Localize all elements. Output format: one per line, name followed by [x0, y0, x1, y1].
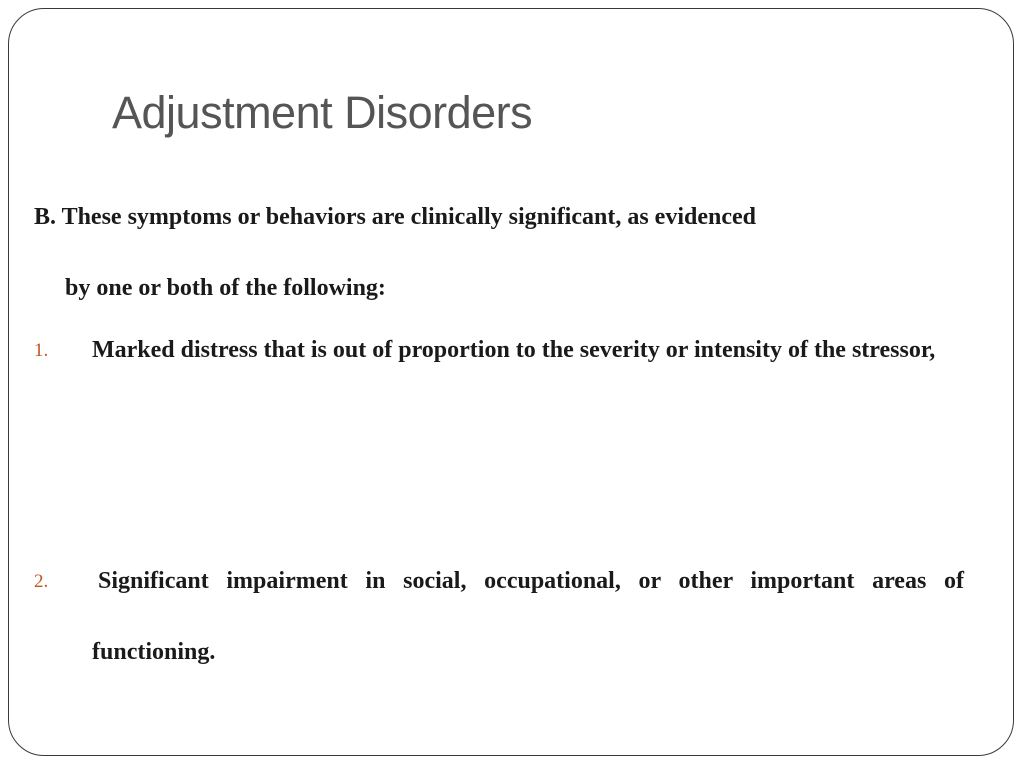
- list-number: 1.: [34, 340, 49, 361]
- list-item-text: Significant impairment in social, occupational, or other important areas of functioning.: [92, 568, 964, 665]
- list-item-text: Marked distress that is out of proportion to the severity or intensity of the stressor,: [92, 337, 936, 363]
- intro-line-1: B. These symptoms or behaviors are clinically significant, as evidenced: [34, 204, 757, 230]
- list-item: [34, 546, 964, 688]
- list-item: [34, 315, 964, 386]
- intro-line-2: by one or both of the following:: [65, 275, 386, 301]
- slide-title: Adjustment Disorders: [112, 87, 533, 138]
- intro-paragraph: [34, 182, 964, 324]
- list-number: 2.: [34, 571, 49, 592]
